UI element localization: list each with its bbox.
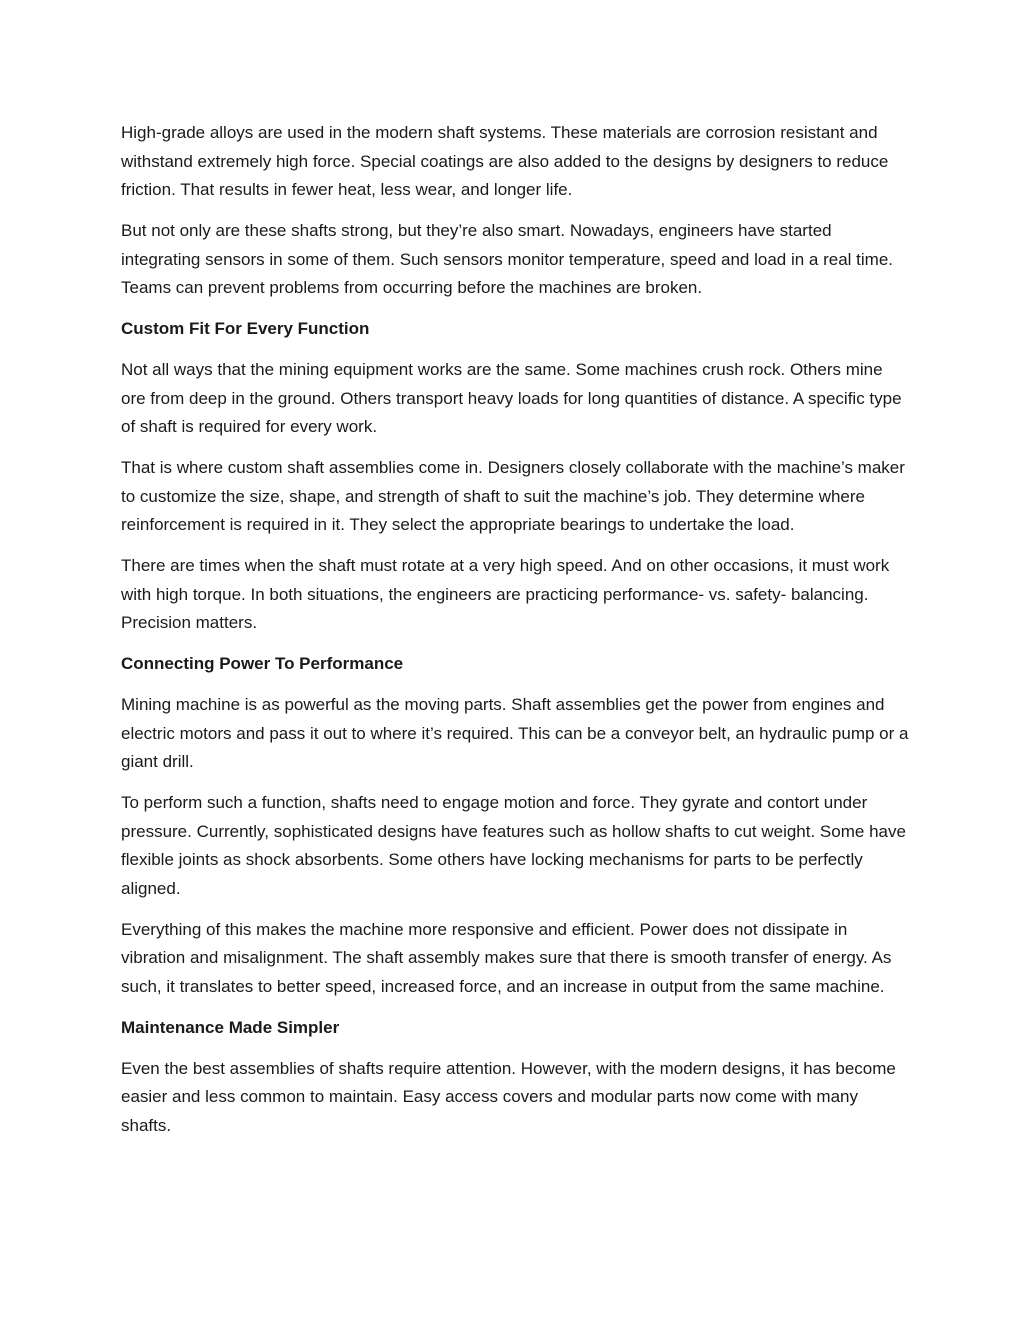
paragraph-efficiency: Everything of this makes the machine more responsive and efficient. Power does not dissipate in vibration and misalignment. The shaft assembly makes sure that there is smooth transfer of energy. As such, it translates to better speed, increased force, and an increase in output from the same machine. (121, 919, 892, 996)
paragraph-maintenance: Even the best assemblies of shafts require attention. However, with the modern designs, it has become easier and less common to maintain. Easy access covers and modular parts now come with many shafts. (121, 1058, 896, 1135)
section-heading-maintenance: Maintenance Made Simpler (121, 1017, 340, 1037)
paragraph-mining-equipment: Not all ways that the mining equipment works are the same. Some machines crush rock. Others mine ore from deep in the ground. Others transport heavy loads for long quantities of distance. A specific type of shaft is required for every work. (121, 360, 902, 436)
paragraph-smart-shafts: But not only are these shafts strong, but they’re also smart. Nowadays, engineers have started integrating sensors in some of them. Such sensors monitor temperature, speed and load in a real time. Teams can prevent problems from occurring before the machines are broken. (121, 221, 894, 297)
document-page (121, 119, 911, 1153)
paragraph-moving-parts: Mining machine is as powerful as the moving parts. Shaft assemblies get the power from engines and electric motors and pass it out to where it’s required. This can be a conveyor belt, an hydraulic pump or a giant drill. (121, 695, 909, 771)
section-heading-power-performance: Connecting Power To Performance (121, 654, 404, 673)
paragraph-custom-assemblies: That is where custom shaft assemblies come in. Designers closely collaborate with the machine’s maker to customize the size, shape, and strength of shaft to suit the machine’s job. They determine where reinforcement is required in it. They select the appropriate bearings to undertake the load. (121, 458, 905, 534)
paragraph-motion-force: To perform such a function, shafts need to engage motion and force. They gyrate and contort under pressure. Currently, sophisticated designs have features such as hollow shafts to cut weight. Some have flexible joints as shock absorbents. Some others have locking mechanisms for parts to be perfectly aligned. (121, 793, 906, 898)
paragraph-shaft-materials: High-grade alloys are used in the modern shaft systems. These materials are corrosion resistant and withstand extremely high force. Special coatings are also added to the designs by designers to reduce friction. That results in fewer heat, less wear, and longer life. (121, 123, 889, 199)
paragraph-speed-torque: There are times when the shaft must rotate at a very high speed. And on other occasions, it must work with high torque. In both situations, the engineers are practicing performance- vs. safety- balancing. Precision matters. (121, 556, 890, 632)
section-heading-custom-fit: Custom Fit For Every Function (121, 319, 370, 338)
